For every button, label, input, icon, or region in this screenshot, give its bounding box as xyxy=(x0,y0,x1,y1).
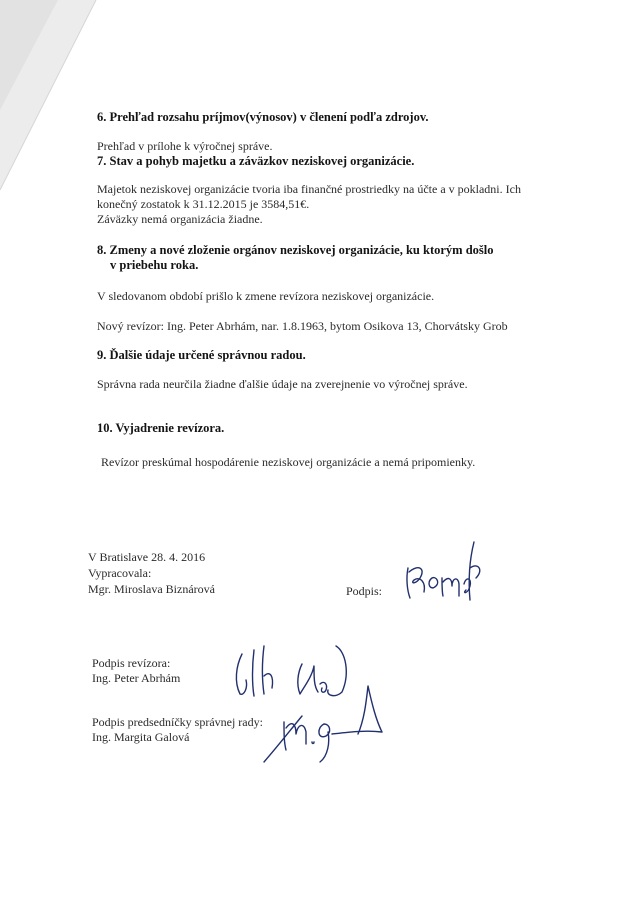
chair-signature-label: Podpis predsedníčky správnej rady: xyxy=(92,715,263,729)
section-7-line-3: Záväzky nemá organizácia žiadne. xyxy=(97,212,263,226)
section-7-line-2: konečný zostatok k 31.12.2015 je 3584,51€. xyxy=(97,197,310,211)
section-6-text: Prehľad v prílohe k výročnej správe. xyxy=(97,139,273,153)
section-8-heading-cont: v priebehu roka. xyxy=(110,258,199,272)
scan-shadow-edge xyxy=(0,0,100,905)
signature-label: Podpis: xyxy=(346,584,383,598)
section-8-heading: 8. Zmeny a nové zloženie orgánov neziskovej organizácie, ku ktorým došlo xyxy=(97,243,494,257)
preparer-signature xyxy=(396,538,506,613)
auditor-signature xyxy=(228,636,358,711)
section-8-text-2: Nový revízor: Ing. Peter Abrhám, nar. 1.8.1963, bytom Osikova 13, Chorvátsky Grob xyxy=(97,319,508,333)
section-10-heading: 10. Vyjadrenie revízora. xyxy=(97,421,225,435)
section-7-line-1: Majetok neziskovej organizácie tvoria iba finančné prostriedky na účte a v pokladni. Ich xyxy=(97,182,521,196)
chair-name: Ing. Margita Galová xyxy=(92,730,190,744)
section-6-heading: 6. Prehľad rozsahu príjmov(výnosov) v členení podľa zdrojov. xyxy=(97,110,429,124)
place-date: V Bratislave 28. 4. 2016 xyxy=(88,550,206,564)
chair-signature xyxy=(258,680,398,775)
section-7-heading: 7. Stav a pohyb majetku a záväzkov neziskovej organizácie. xyxy=(97,154,415,168)
section-10-text: Revízor preskúmal hospodárenie neziskovej organizácie a nemá pripomienky. xyxy=(101,455,476,469)
auditor-name: Ing. Peter Abrhám xyxy=(92,671,181,685)
section-9-heading: 9. Ďalšie údaje určené správnou radou. xyxy=(97,348,306,362)
section-8-text-1: V sledovanom období prišlo k zmene revízora neziskovej organizácie. xyxy=(97,289,435,303)
auditor-signature-label: Podpis revízora: xyxy=(92,656,171,670)
section-9-text: Správna rada neurčila žiadne ďalšie údaje na zverejnenie vo výročnej správe. xyxy=(97,377,468,391)
prepared-by-name: Mgr. Miroslava Biznárová xyxy=(88,582,215,596)
prepared-by-label: Vypracovala: xyxy=(88,566,152,580)
